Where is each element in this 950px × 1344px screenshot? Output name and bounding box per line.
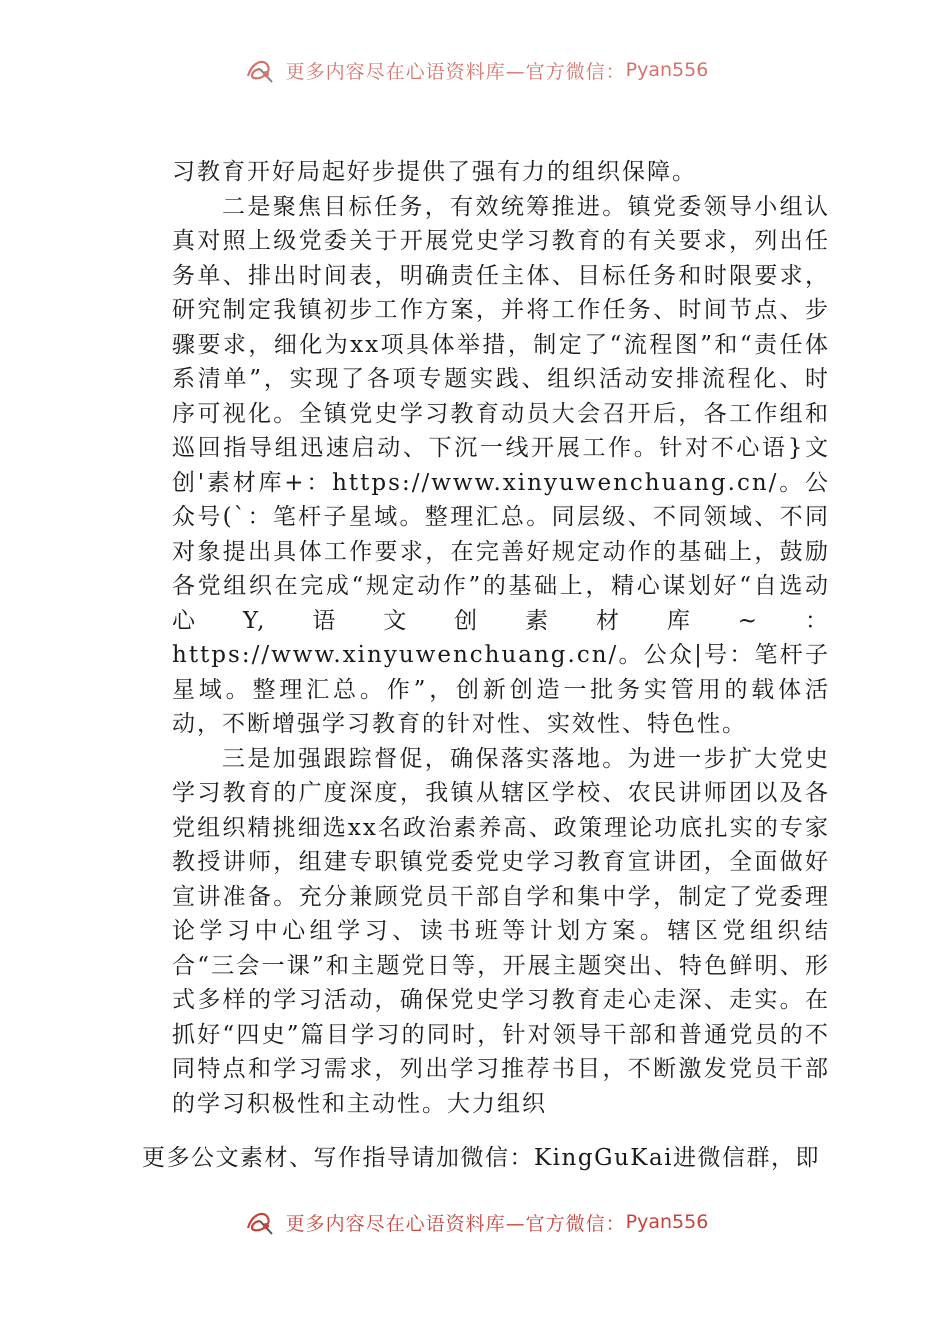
document-body [172,155,830,1121]
watermark-wechat-id: Pyan556 [625,59,709,81]
paragraph-continued: 习教育开好局起好步提供了强有力的组织保障。 [172,159,697,185]
signature-logo-icon [242,52,278,88]
paragraph-third: 三是加强跟踪督促，确保落实落地。为进一步扩大党史学习教育的广度深度，我镇从辖区学校、农民讲师团以及各党组织精挑细选xx名政治素养高、政策理论功底扎实的专家教授讲师，组建专职镇党委党史学习教育宣讲团，全面做好宣讲准备。充分兼顾党员干部自学和集中学，制定了党委理论学习中心组学习、读书班等计划方案。辖区党组织结合“三会一课”和主题党日等，开展主题突出、特色鲜明、形式多样的学习活动，确保党史学习教育走心走深、走实。在抓好“四史”篇目学习的同时，针对领导干部和普通党员的不同特点和学习需求，列出学习推荐书目，不断激发党员干部的学习积极性和主动性。大力组织 [172,745,830,1117]
footer-watermark [0,1202,950,1242]
watermark-text: 更多内容尽在心语资料库—官方微信： [285,1212,626,1235]
watermark-wechat-id: Pyan556 [625,1211,709,1233]
footer-note: 更多公文素材、写作指导请加微信：KingGuKai进微信群，即 [142,1145,821,1171]
header-watermark [0,50,950,90]
signature-logo-icon [242,1204,278,1240]
paragraph-second: 二是聚焦目标任务，有效统筹推进。镇党委领导小组认真对照上级党委关于开展党史学习教育的有关要求，列出任务单、排出时间表，明确责任主体、目标任务和时限要求，研究制定我镇初步工作方案，并将工作任务、时间节点、步骤要求，细化为xx项具体举措，制定了“流程图”和“责任体系清单”，实现了各项专题实践、组织活动安排流程化、时序可视化。全镇党史学习教育动员大会召开后，各工作组和巡回指导组迅速启动、下沉一线开展工作。针对不心语}文创'素材库+：https://www.xinyuwenchuang.cn/。公众号(`：笔杆子星域。整理汇总。同层级、不同领域、不同对象提出具体工作要求，在完善好规定动作的基础上，鼓励各党组织在完成“规定动作”的基础上，精心谋划好“自选动心Y,语文创素材库~：https://www.xinyuwenchuang.cn/。公众|号：笔杆子星域。整理汇总。作”，创新创造一批务实管用的载体活动，不断增强学习教育的针对性、实效性、特色性。 [172,193,830,737]
watermark-text: 更多内容尽在心语资料库—官方微信： [285,60,626,83]
